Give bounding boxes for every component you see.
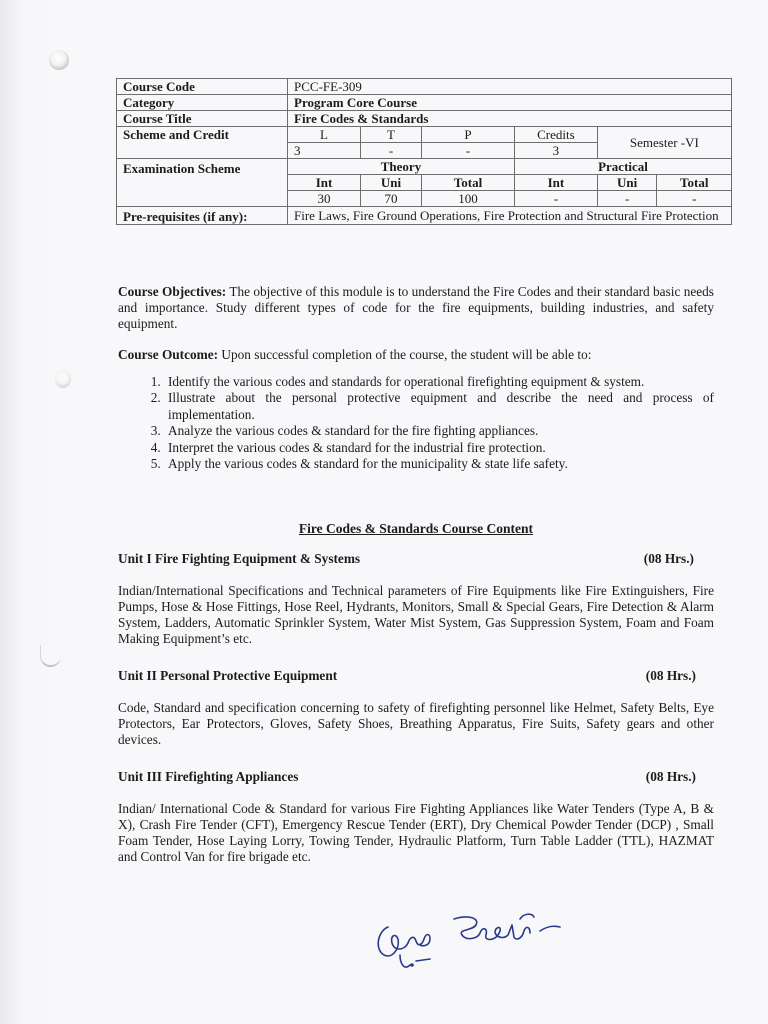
semester: Semester -VI — [597, 127, 731, 159]
practical-header-int: Int — [515, 175, 598, 191]
unit-1-hours: (08 Hrs.) — [643, 551, 694, 566]
theory-header-int: Int — [288, 175, 361, 191]
theory-value-int: 30 — [288, 191, 361, 207]
signature-2 — [454, 914, 560, 939]
unit-1-title: Unit I Fire Fighting Equipment & Systems — [118, 551, 361, 566]
unit-2-heading — [118, 668, 714, 684]
scheme-value-l: 3 — [288, 143, 361, 159]
category-value: Program Core Course — [288, 95, 732, 111]
theory-label: Theory — [288, 159, 515, 175]
practical-value-uni: - — [597, 191, 657, 207]
unit-3-heading — [118, 769, 714, 785]
practical-label: Practical — [515, 159, 732, 175]
unit-3-hours: (08 Hrs.) — [645, 769, 696, 784]
course-objectives — [118, 284, 714, 332]
course-details-table — [116, 78, 732, 225]
punch-hole-bottom — [40, 645, 61, 667]
category-label: Category — [117, 95, 288, 111]
course-objectives-text: The objective of this module is to understand the Fire Codes and their standard basic needs and importance. Study different types of code for the fire equipments, building industries, and safety equipment. — [118, 284, 714, 331]
course-title-label: Course Title — [117, 111, 288, 127]
unit-3-title: Unit III Firefighting Appliances — [118, 769, 299, 784]
prerequisites-value: Fire Laws, Fire Ground Operations, Fire Protection and Structural Fire Protection — [288, 207, 732, 225]
list-item: 5. Apply the various codes & standard for the municipality & state life safety. — [164, 456, 714, 472]
scheme-header-t: T — [361, 127, 422, 143]
theory-value-uni: 70 — [361, 191, 422, 207]
course-outcome-text: Upon successful completion of the course, the student will be able to: — [218, 347, 592, 362]
practical-header-total: Total — [657, 175, 732, 191]
punch-hole-top — [49, 50, 69, 70]
scheme-value-t: - — [361, 143, 422, 159]
practical-header-uni: Uni — [597, 175, 657, 191]
handwritten-signatures — [370, 905, 590, 975]
course-outcome — [118, 347, 714, 363]
course-outcome-label: Course Outcome: — [118, 347, 219, 362]
exam-scheme-label: Examination Scheme — [117, 159, 288, 207]
theory-header-total: Total — [422, 175, 515, 191]
list-item: 3. Analyze the various codes & standard for the fire fighting appliances. — [164, 423, 714, 439]
unit-2-text: Code, Standard and specification concerning to safety of firefighting personnel like Helmet, Safety Belts, Eye Protectors, Ear Protectors, Gloves, Safety Shoes, Breathing Apparatus, Fire Suits, Safety gears and other devices. — [118, 700, 714, 747]
scheme-header-l: L — [288, 127, 361, 143]
theory-value-total: 100 — [422, 191, 515, 207]
practical-value-int: - — [515, 191, 598, 207]
course-content-heading: Fire Codes & Standards Course Content — [298, 521, 534, 536]
course-code-label: Course Code — [117, 79, 288, 95]
scheme-header-p: P — [422, 127, 515, 143]
scheme-header-credits: Credits — [515, 127, 598, 143]
unit-3-text: Indian/ International Code & Standard for various Fire Fighting Appliances like Water Tenders (Type A, B & X), Crash Fire Tender (CFT), Emergency Rescue Tender (ERT), Dry Chemical Powder Tender (DCP) , Small Foam Tender, Hose Laying Lorry, Towing Tender, Hydraulic Platform, Turn Table Ladder (TTL), HAZMAT and Control Van for fire brigade etc. — [118, 801, 714, 864]
prerequisites-label: Pre-requisites (if any): — [117, 207, 288, 225]
course-objectives-label: Course Objectives: — [118, 284, 227, 299]
punch-hole-middle — [55, 370, 71, 388]
list-item: 4. Interpret the various codes & standard for the industrial fire protection. — [164, 440, 714, 456]
course-title-value: Fire Codes & Standards — [288, 111, 732, 127]
scheme-value-p: - — [422, 143, 515, 159]
scheme-value-credits: 3 — [515, 143, 598, 159]
practical-value-total: - — [657, 191, 732, 207]
outcome-list — [118, 374, 714, 472]
unit-1-heading — [118, 551, 714, 567]
theory-header-uni: Uni — [361, 175, 422, 191]
unit-1-text: Indian/International Specifications and Technical parameters of Fire Equipments like Fire Extinguishers, Fire Pumps, Hose & Hose Fittings, Hose Reel, Hydrants, Monitors, Small & Special Gears, Fire Detection & Alarm System, Ladders, Automatic Sprinkler System, Water Mist System, Gas Suppression System, Foam and Foam Making Equipment’s etc. — [118, 583, 714, 646]
course-code-value: PCC-FE-309 — [288, 79, 732, 95]
signature-1 — [378, 927, 430, 967]
unit-2-title: Unit II Personal Protective Equipment — [118, 668, 338, 683]
list-item: 1. Identify the various codes and standards for operational firefighting equipment & system. — [164, 374, 714, 390]
unit-2-hours: (08 Hrs.) — [645, 668, 696, 683]
scheme-credit-label: Scheme and Credit — [117, 127, 288, 159]
list-item: 2. Illustrate about the personal protective equipment and describe the need and process of implementation. — [164, 390, 714, 423]
